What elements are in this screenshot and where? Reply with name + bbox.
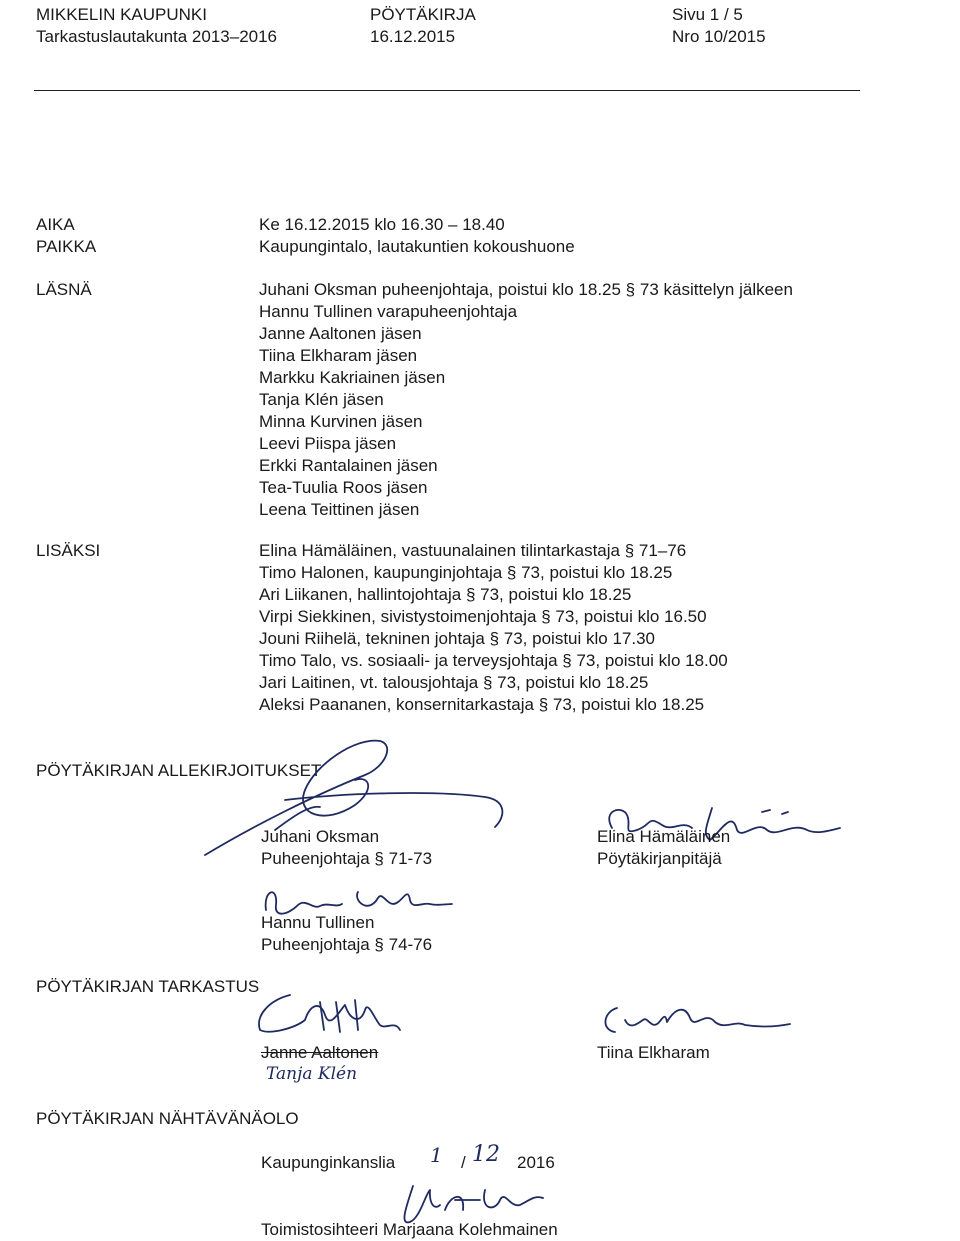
doc-date: 16.12.2015 [370, 27, 456, 46]
display-day: 1 [430, 1143, 443, 1167]
display-office: Kaupunginkanslia [261, 1153, 396, 1172]
list-item: Jouni Riihelä, tekninen johtaja § 73, poistui klo 17.30 [259, 629, 655, 648]
display-date-separator: / [461, 1153, 466, 1172]
list-item: Erkki Rantalainen jäsen [259, 456, 438, 475]
list-item: Ari Liikanen, hallintojohtaja § 73, poistui klo 18.25 [259, 585, 632, 604]
signatures-heading: PÖYTÄKIRJAN ALLEKIRJOITUKSET [36, 761, 322, 780]
list-item: Timo Talo, vs. sosiaali- ja terveysjohtaja § 73, poistui klo 18.00 [259, 651, 728, 670]
list-item: Markku Kakriainen jäsen [259, 368, 446, 387]
vice-chair-role: Puheenjohtaja § 74-76 [261, 935, 433, 954]
display-year: 2016 [517, 1153, 555, 1172]
list-item: Hannu Tullinen varapuheenjohtaja [259, 302, 518, 321]
list-item: Leena Teittinen jäsen [259, 500, 420, 519]
chair-name: Juhani Oksman [261, 827, 380, 846]
vice-chair-name: Hannu Tullinen [261, 913, 375, 932]
reviewer1-printed-name: Janne Aaltonen [261, 1043, 379, 1062]
list-item: Tiina Elkharam jäsen [259, 346, 418, 365]
time-value: Ke 16.12.2015 klo 16.30 – 18.40 [259, 215, 505, 234]
place-value: Kaupungintalo, lautakuntien kokoushuone [259, 237, 575, 256]
doc-number: Nro 10/2015 [672, 27, 766, 46]
list-item: Leevi Piispa jäsen [259, 434, 397, 453]
board-name: Tarkastuslautakunta 2013–2016 [36, 27, 278, 46]
chair-role: Puheenjohtaja § 71-73 [261, 849, 433, 868]
list-item: Juhani Oksman puheenjohtaja, poistui klo 18.25 § 73 käsittelyn jälkeen [259, 280, 793, 299]
review-heading: PÖYTÄKIRJAN TARKASTUS [36, 977, 260, 996]
present-list [259, 279, 793, 521]
display-heading: PÖYTÄKIRJAN NÄHTÄVÄNÄOLO [36, 1109, 299, 1128]
additional-label: LISÄKSI [36, 541, 101, 560]
list-item: Virpi Siekkinen, sivistystoimenjohtaja § 73, poistui klo 16.50 [259, 607, 707, 626]
list-item: Janne Aaltonen jäsen [259, 324, 422, 343]
list-item: Elina Hämäläinen, vastuunalainen tilintarkastaja § 71–76 [259, 541, 687, 560]
place-label: PAIKKA [36, 237, 97, 256]
display-official: Toimistosihteeri Marjaana Kolehmainen [261, 1220, 558, 1239]
secretary-role: Pöytäkirjanpitäjä [597, 849, 722, 868]
list-item: Timo Halonen, kaupunginjohtaja § 73, poistui klo 18.25 [259, 563, 673, 582]
reviewer2-name: Tiina Elkharam [597, 1043, 710, 1062]
list-item: Tea-Tuulia Roos jäsen [259, 478, 428, 497]
display-month: 12 [472, 1142, 500, 1167]
header-divider [34, 90, 860, 91]
org-name: MIKKELIN KAUPUNKI [36, 5, 207, 24]
list-item: Aleksi Paananen, konsernitarkastaja § 73, poistui klo 18.25 [259, 695, 705, 714]
reviewer1-signature [250, 990, 410, 1050]
page-number: Sivu 1 / 5 [672, 5, 743, 24]
list-item: Tanja Klén jäsen [259, 390, 384, 409]
present-label: LÄSNÄ [36, 280, 92, 299]
time-label: AIKA [36, 215, 75, 234]
list-item: Minna Kurvinen jäsen [259, 412, 423, 431]
additional-list [259, 540, 728, 716]
list-item: Jari Laitinen, vt. talousjohtaja § 73, poistui klo 18.25 [259, 673, 649, 692]
doc-type: PÖYTÄKIRJA [370, 5, 476, 24]
secretary-name: Elina Hämäläinen [597, 827, 731, 846]
reviewer1-handwritten-name: Tanja Klén [266, 1064, 358, 1084]
